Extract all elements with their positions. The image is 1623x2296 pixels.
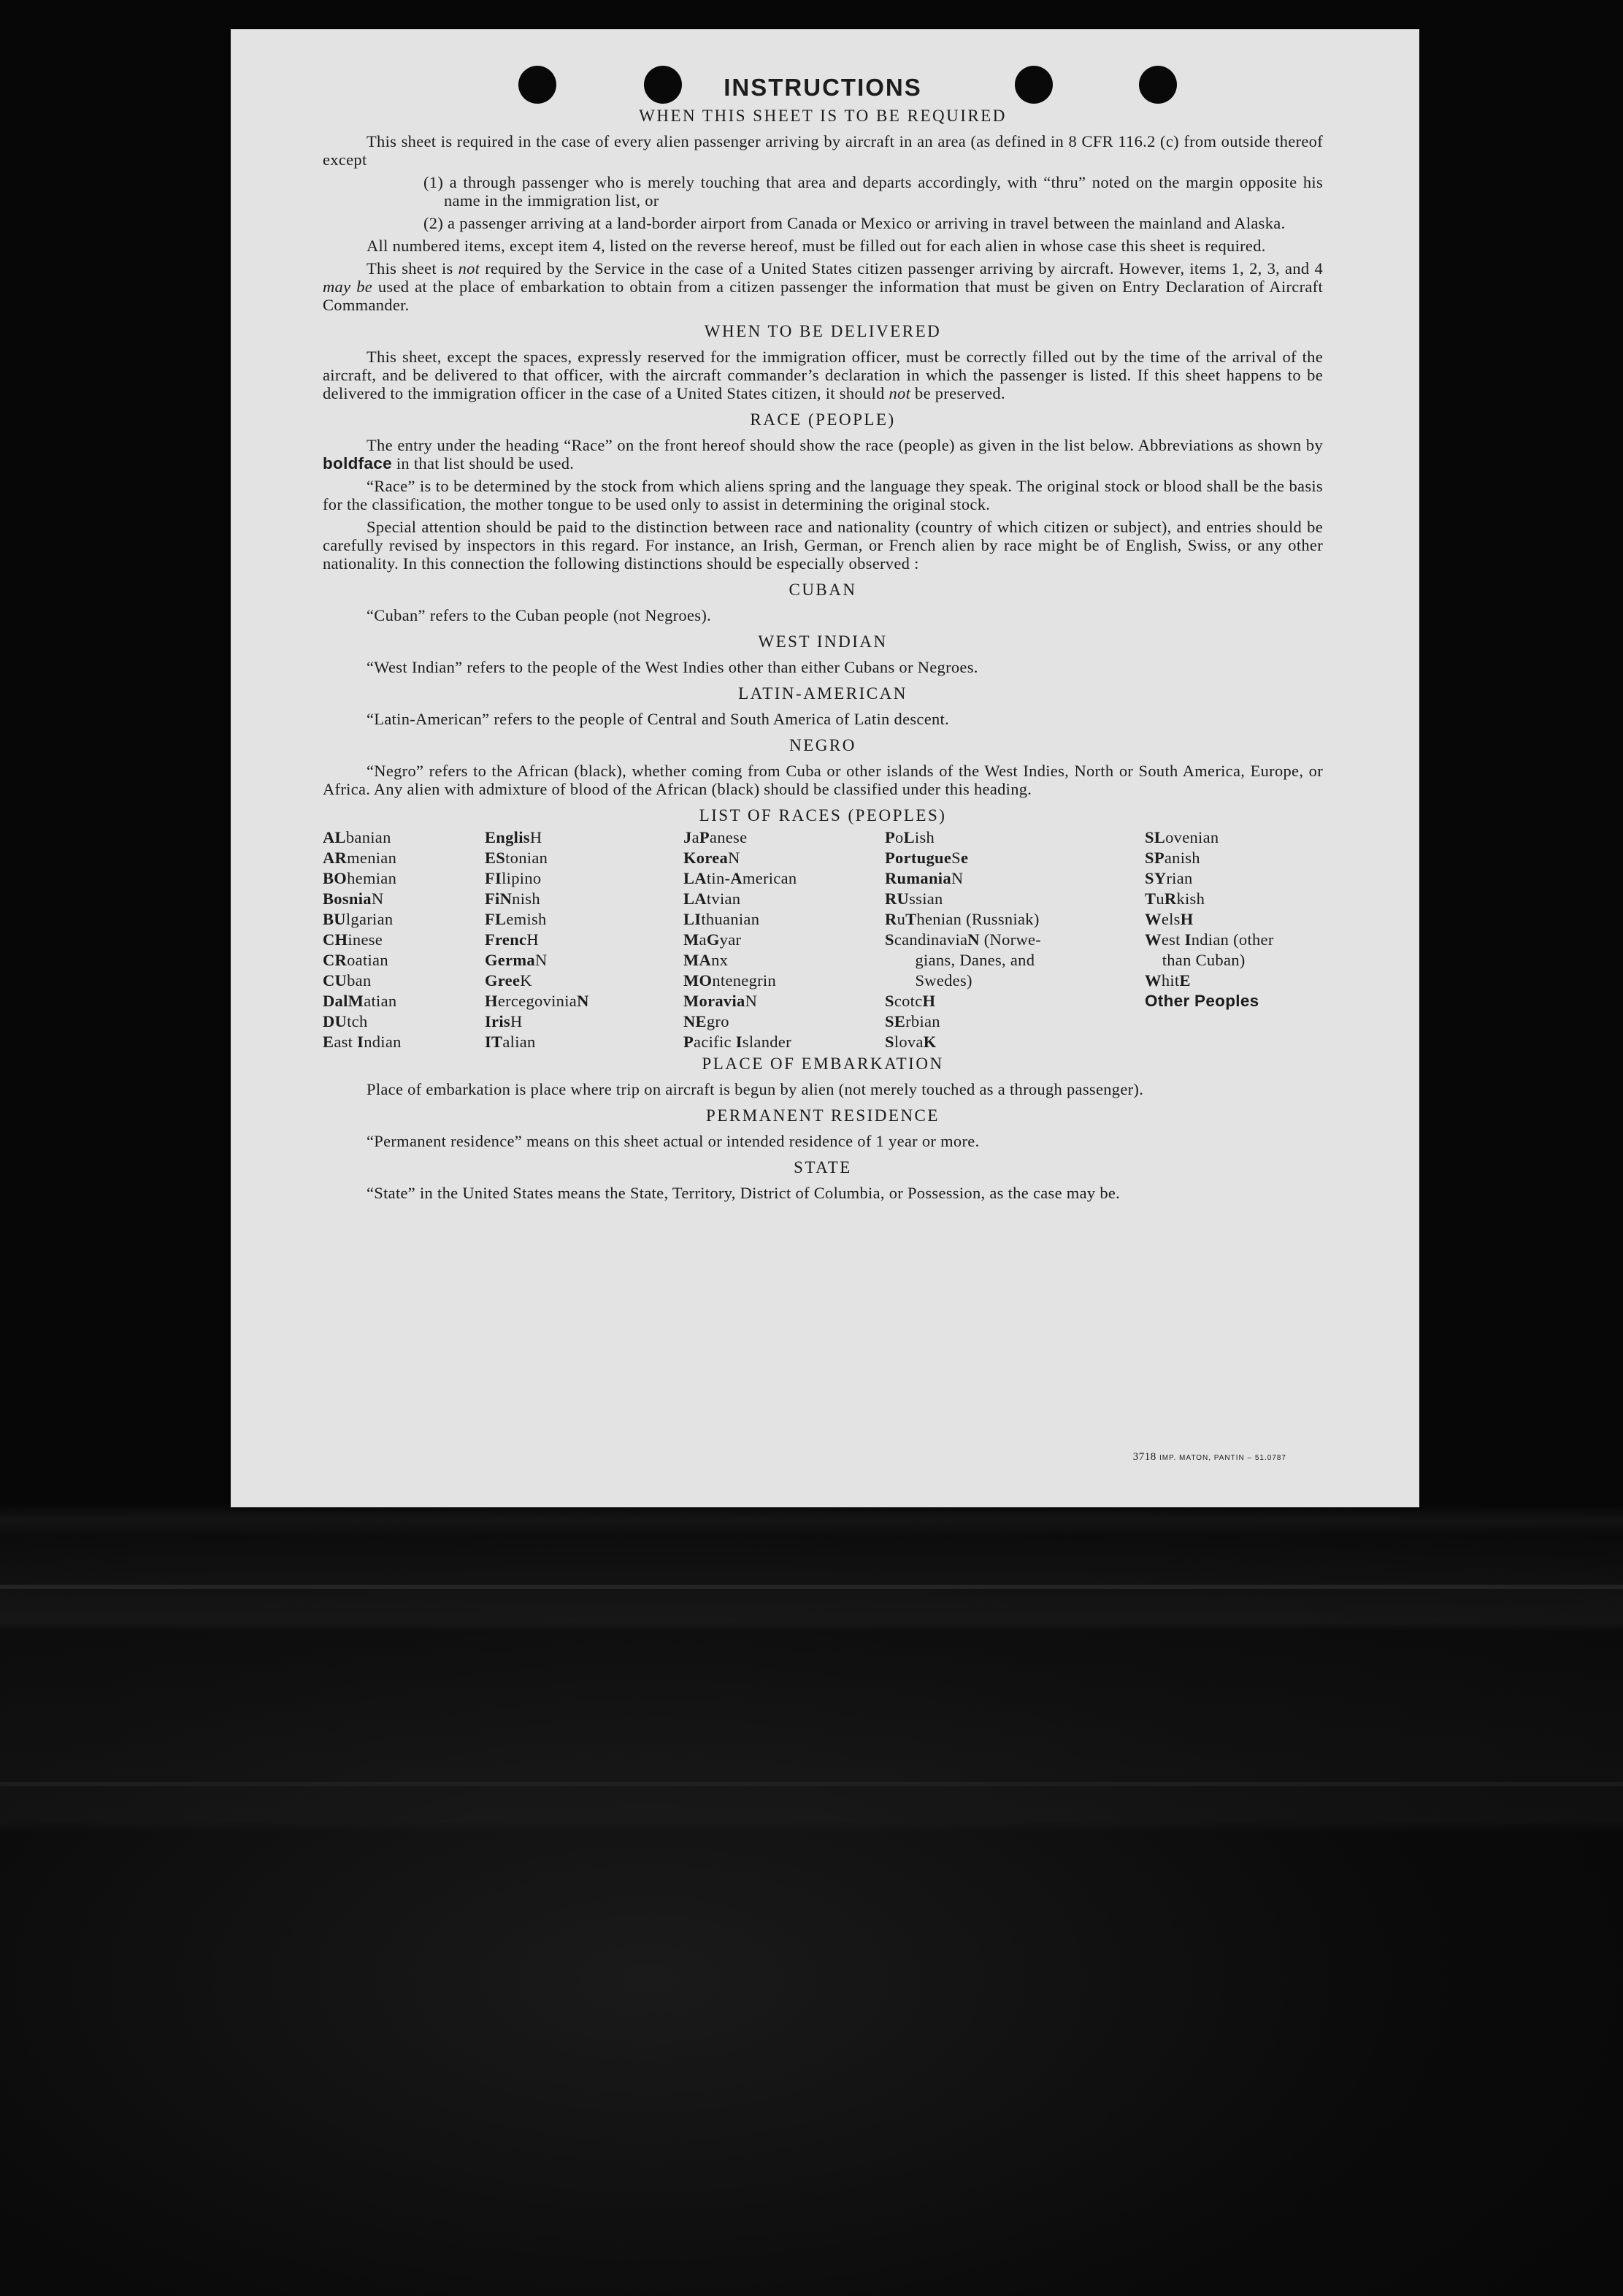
paragraph — [323, 436, 1323, 472]
text: be preserved. — [910, 384, 1005, 402]
text: used at the place of embarkation to obtain from a citizen passenger the information that must be given on Entry Declaration of Aircraft Commander. — [323, 278, 1323, 314]
race-text: oatian — [347, 951, 388, 969]
race-bold: E — [323, 1033, 334, 1051]
race-bold: W — [1145, 930, 1162, 949]
paragraph: This sheet is required in the case of every alien passenger arriving by aircraft in an area (as defined in 8 CFR 116.2 (c) from outside thereof except — [323, 132, 1323, 169]
races-column — [885, 827, 1041, 1052]
race-entry — [485, 930, 589, 950]
paragraph: “Permanent residence” means on this sheet actual or intended residence of 1 year or more. — [367, 1132, 980, 1150]
race-text: tonian — [505, 849, 548, 867]
race-entry — [323, 930, 402, 950]
race-text: menian — [347, 849, 397, 867]
race-text: H — [510, 1012, 523, 1030]
race-text: gro — [706, 1012, 729, 1030]
section-heading: LATIN-AMERICAN — [738, 684, 908, 703]
race-text: rbian — [905, 1012, 940, 1030]
race-text: N — [534, 951, 548, 969]
race-entry — [885, 909, 1041, 930]
paragraph — [323, 259, 1323, 314]
race-bold: BU — [323, 910, 346, 928]
race-bold: Iris — [485, 1012, 510, 1030]
race-bold: Gree — [485, 971, 521, 990]
race-bold: SP — [1145, 849, 1165, 867]
section-heading: WHEN TO BE DELIVERED — [704, 322, 942, 340]
race-bold: W — [1145, 971, 1162, 990]
section-heading: NEGRO — [789, 736, 856, 754]
race-bold: SY — [1145, 869, 1167, 887]
race-entry — [885, 991, 1041, 1011]
race-bold: H — [1180, 910, 1194, 928]
race-bold: FL — [485, 910, 507, 928]
race-text: kish — [1176, 889, 1205, 908]
race-entry — [323, 971, 402, 991]
paragraph: “Race” is to be determined by the stock from which aliens spring and the language they speak. The original stock or blood shall be the basis for the classification, the mother tongue to be used only to assist in determining the original stock. — [323, 477, 1323, 513]
race-bold: LA — [683, 869, 707, 887]
race-bold: RU — [885, 889, 910, 908]
race-entry — [323, 909, 402, 930]
race-text: els — [1161, 910, 1181, 928]
race-text: o — [895, 828, 904, 846]
race-text: anish — [1164, 849, 1200, 867]
race-bold: Englis — [485, 828, 530, 846]
race-text: tvian — [706, 889, 741, 908]
race-entry — [485, 971, 589, 991]
race-bold: CU — [323, 971, 348, 990]
race-text: lipino — [502, 869, 542, 887]
race-text: nx — [711, 951, 729, 969]
race-bold: P — [683, 1033, 694, 1051]
emphasis: not — [458, 259, 480, 278]
race-bold: S — [885, 992, 894, 1010]
race-text: N — [371, 889, 384, 908]
race-entry — [683, 930, 797, 950]
paragraph — [323, 348, 1323, 402]
race-bold: Bosnia — [323, 889, 372, 908]
race-bold: DalM — [323, 992, 364, 1010]
race-text: ish — [914, 828, 935, 846]
race-entry — [485, 1011, 589, 1032]
race-text: than Cuban) — [1145, 951, 1246, 969]
race-text: lova — [894, 1033, 924, 1051]
race-bold: T — [1145, 889, 1156, 908]
scan-line — [0, 1585, 1623, 1589]
race-entry — [1145, 848, 1274, 868]
race-bold: ES — [485, 849, 506, 867]
race-bold: S — [885, 930, 894, 949]
race-bold: SE — [885, 1012, 906, 1030]
page-title: INSTRUCTIONS — [724, 74, 922, 101]
race-text: thuanian — [701, 910, 760, 928]
text: This sheet, except the spaces, expressly reserved for the immigration officer, must be correctly filled out by the time of the arrival of the aircraft, and be delivered to that officer, with the aircraft commander’s declaration in which the passenger is listed. If this sheet happens to be delivered to the immigration officer in the case of a United States citizen, it should — [323, 348, 1323, 402]
paragraph: All numbered items, except item 4, listed on the reverse hereof, must be filled out for each alien in whose case this sheet is required. — [367, 237, 1266, 255]
race-bold: CR — [323, 951, 348, 969]
race-bold: Other Peoples — [1145, 992, 1259, 1010]
race-bold: LI — [683, 910, 702, 928]
race-text: ban — [347, 971, 372, 990]
race-bold: L — [903, 828, 915, 846]
race-text: cotc — [894, 992, 923, 1010]
race-bold: R — [885, 910, 897, 928]
race-text: anese — [709, 828, 748, 846]
race-entry — [683, 1032, 797, 1052]
races-column — [323, 827, 402, 1052]
scan-background — [0, 1504, 1623, 2296]
race-bold: I — [357, 1033, 364, 1051]
scan-line — [0, 1782, 1623, 1786]
race-bold: A — [730, 869, 743, 887]
document-page — [231, 29, 1419, 1507]
race-bold: N — [967, 930, 980, 949]
race-bold: K — [923, 1033, 937, 1051]
section-heading: STATE — [794, 1158, 852, 1176]
race-text: lgarian — [345, 910, 394, 928]
paragraph: “Cuban” refers to the Cuban people (not Negroes). — [367, 606, 712, 624]
race-entry — [323, 1011, 402, 1032]
race-bold: LA — [683, 889, 707, 908]
race-text: gians, Danes, and — [885, 951, 1035, 969]
document-content — [323, 73, 1323, 1206]
race-bold: E — [1179, 971, 1191, 990]
race-text: henian (Russniak) — [916, 910, 1040, 928]
race-bold: CH — [323, 930, 348, 949]
section-heading: WHEN THIS SHEET IS TO BE REQUIRED — [639, 107, 1007, 125]
race-text: u — [897, 910, 906, 928]
race-entry — [683, 971, 797, 991]
race-text: ntenegrin — [712, 971, 777, 990]
race-text: N — [745, 992, 758, 1010]
race-entry — [1145, 868, 1274, 889]
race-bold: DU — [323, 1012, 348, 1030]
races-list — [323, 827, 1323, 1051]
race-text: ssian — [909, 889, 943, 908]
race-text: hemian — [347, 869, 397, 887]
race-text: N — [728, 849, 740, 867]
race-entry — [1145, 971, 1274, 991]
race-entry — [323, 950, 402, 971]
race-text: N — [951, 869, 964, 887]
race-entry — [485, 991, 589, 1011]
race-bold: I — [1184, 930, 1192, 949]
race-entry — [485, 827, 589, 848]
race-text: alian — [502, 1033, 536, 1051]
race-text: (Norwe- — [979, 930, 1042, 949]
race-bold: Korea — [683, 849, 729, 867]
race-entry — [885, 848, 1041, 868]
race-text: acific — [694, 1033, 736, 1051]
race-text: est — [1161, 930, 1185, 949]
race-entry — [683, 889, 797, 909]
race-bold: Portugue — [885, 849, 952, 867]
race-text: ndian (other — [1191, 930, 1274, 949]
race-bold: P — [699, 828, 710, 846]
race-text: Swedes) — [885, 971, 972, 990]
form-number: 3718 — [1132, 1451, 1156, 1463]
race-bold: S — [885, 1033, 894, 1051]
race-bold: M — [683, 930, 699, 949]
paragraph: “Latin-American” refers to the people of Central and South America of Latin descent. — [367, 710, 950, 728]
race-text: H — [529, 828, 542, 846]
race-entry — [885, 868, 1041, 889]
race-text: K — [520, 971, 532, 990]
paragraph: Special attention should be paid to the distinction between race and nationality (country of which citizen or subject), and entries should be carefully revised by inspectors in this regard. For instance, an Irish, German, or French alien by race might be of English, Swiss, or any other nationality. In this connection the following distinctions should be especially observed : — [323, 518, 1323, 573]
race-entry — [885, 889, 1041, 909]
race-entry — [885, 971, 1041, 991]
section-heading: LIST OF RACES (PEOPLES) — [699, 806, 947, 824]
race-bold: Frenc — [485, 930, 527, 949]
race-bold: FI — [485, 869, 502, 887]
race-text: yar — [719, 930, 742, 949]
race-entry — [485, 909, 589, 930]
text: The entry under the heading “Race” on the front hereof should show the race (people) as given in the list below. Abbreviations as shown by — [367, 436, 1323, 454]
race-text: u — [1156, 889, 1165, 908]
race-bold: I — [735, 1033, 743, 1051]
section-heading: PLACE OF EMBARKATION — [702, 1055, 944, 1073]
race-text: candinavia — [894, 930, 968, 949]
race-bold: AL — [323, 828, 346, 846]
race-text: nish — [512, 889, 540, 908]
race-entry — [1145, 889, 1274, 909]
races-column — [1145, 827, 1274, 1011]
race-bold: BO — [323, 869, 348, 887]
race-entry — [683, 827, 797, 848]
emphasis: may be — [323, 278, 373, 296]
printer-name: IMP. MATON, PANTIN – 51.0787 — [1159, 1454, 1286, 1462]
race-entry — [683, 909, 797, 930]
paragraph: “State” in the United States means the State, Territory, District of Columbia, or Possession, as the case may be. — [367, 1184, 1121, 1202]
race-entry — [323, 827, 402, 848]
race-entry — [885, 827, 1041, 848]
race-entry — [1145, 950, 1274, 971]
race-entry — [485, 848, 589, 868]
race-bold: IT — [485, 1033, 503, 1051]
emphasis: not — [889, 384, 911, 402]
race-entry — [323, 1032, 402, 1052]
race-text: rian — [1166, 869, 1193, 887]
race-bold: T — [905, 910, 917, 928]
race-bold: R — [1164, 889, 1177, 908]
race-entry — [485, 889, 589, 909]
race-bold: e — [960, 849, 969, 867]
section-heading: RACE (PEOPLE) — [750, 410, 896, 429]
paragraph: “Negro” refers to the African (black), whether coming from Cuba or other islands of the West Indies, North or South America, Europe, or Africa. Any alien with admixture of blood of the African (black) should be classified under this heading. — [323, 762, 1323, 798]
paragraph: Place of embarkation is place where trip on aircraft is begun by alien (not merely touched as a through passenger). — [367, 1080, 1144, 1098]
race-bold: H — [922, 992, 936, 1010]
race-bold: W — [1145, 910, 1162, 928]
race-text: ast — [334, 1033, 358, 1051]
race-bold: H — [485, 992, 498, 1010]
race-bold: Rumania — [885, 869, 951, 887]
race-bold: J — [683, 828, 692, 846]
race-bold: FiN — [485, 889, 513, 908]
race-entry — [1145, 909, 1274, 930]
race-entry — [683, 868, 797, 889]
races-column — [485, 827, 589, 1052]
race-text: S — [951, 849, 961, 867]
paragraph: “West Indian” refers to the people of the West Indies other than either Cubans or Negroes. — [367, 658, 978, 676]
text: in that list should be used. — [391, 454, 575, 472]
race-bold: NE — [683, 1012, 707, 1030]
race-text: ercegovinia — [497, 992, 578, 1010]
race-entry — [1145, 827, 1274, 848]
race-text: tin- — [706, 869, 731, 887]
list-item: (2) a passenger arriving at a land-border airport from Canada or Mexico or arriving in travel between the mainland and Alaska. — [423, 214, 1286, 232]
race-entry — [323, 868, 402, 889]
race-text: atian — [364, 992, 397, 1010]
race-bold: N — [577, 992, 589, 1010]
race-entry — [683, 991, 797, 1011]
race-entry — [323, 848, 402, 868]
race-entry — [885, 1011, 1041, 1032]
text: required by the Service in the case of a United States citizen passenger arriving by aircraft. However, items 1, 2, 3, and 4 — [480, 259, 1323, 278]
race-text: a — [691, 828, 699, 846]
race-bold: G — [706, 930, 720, 949]
race-text: hit — [1161, 971, 1180, 990]
race-entry — [323, 889, 402, 909]
race-entry — [323, 991, 402, 1011]
race-text: emish — [506, 910, 547, 928]
race-text: H — [526, 930, 539, 949]
section-heading: WEST INDIAN — [758, 632, 888, 651]
race-entry — [683, 1011, 797, 1032]
race-bold: Moravia — [683, 992, 745, 1010]
race-entry — [885, 1032, 1041, 1052]
race-text: ndian — [364, 1033, 402, 1051]
race-entry — [485, 868, 589, 889]
race-entry — [683, 950, 797, 971]
race-entry — [485, 1032, 589, 1052]
race-bold: Germa — [485, 951, 535, 969]
race-entry — [885, 950, 1041, 971]
race-text: slander — [742, 1033, 791, 1051]
race-entry — [485, 950, 589, 971]
section-heading: PERMANENT RESIDENCE — [706, 1106, 940, 1125]
race-entry — [1145, 991, 1274, 1011]
race-entry — [683, 848, 797, 868]
race-text: inese — [348, 930, 383, 949]
race-text: merican — [742, 869, 797, 887]
race-bold: AR — [323, 849, 348, 867]
race-text: a — [699, 930, 707, 949]
race-entry — [885, 930, 1041, 950]
emphasis: boldface — [323, 454, 392, 472]
race-text: banian — [345, 828, 391, 846]
race-entry — [1145, 930, 1274, 950]
race-bold: SL — [1145, 828, 1166, 846]
race-bold: P — [885, 828, 896, 846]
text: This sheet is — [367, 259, 458, 278]
section-heading: CUBAN — [789, 581, 857, 599]
race-text: tch — [347, 1012, 368, 1030]
races-column — [683, 827, 797, 1052]
race-bold: MO — [683, 971, 713, 990]
race-text: ovenian — [1165, 828, 1219, 846]
printer-mark — [1133, 1451, 1286, 1463]
list-item: (1) a through passenger who is merely touching that area and departs accordingly, with “thru” noted on the margin opposite his name in the immigration list, or — [423, 173, 1323, 210]
race-bold: MA — [683, 951, 712, 969]
